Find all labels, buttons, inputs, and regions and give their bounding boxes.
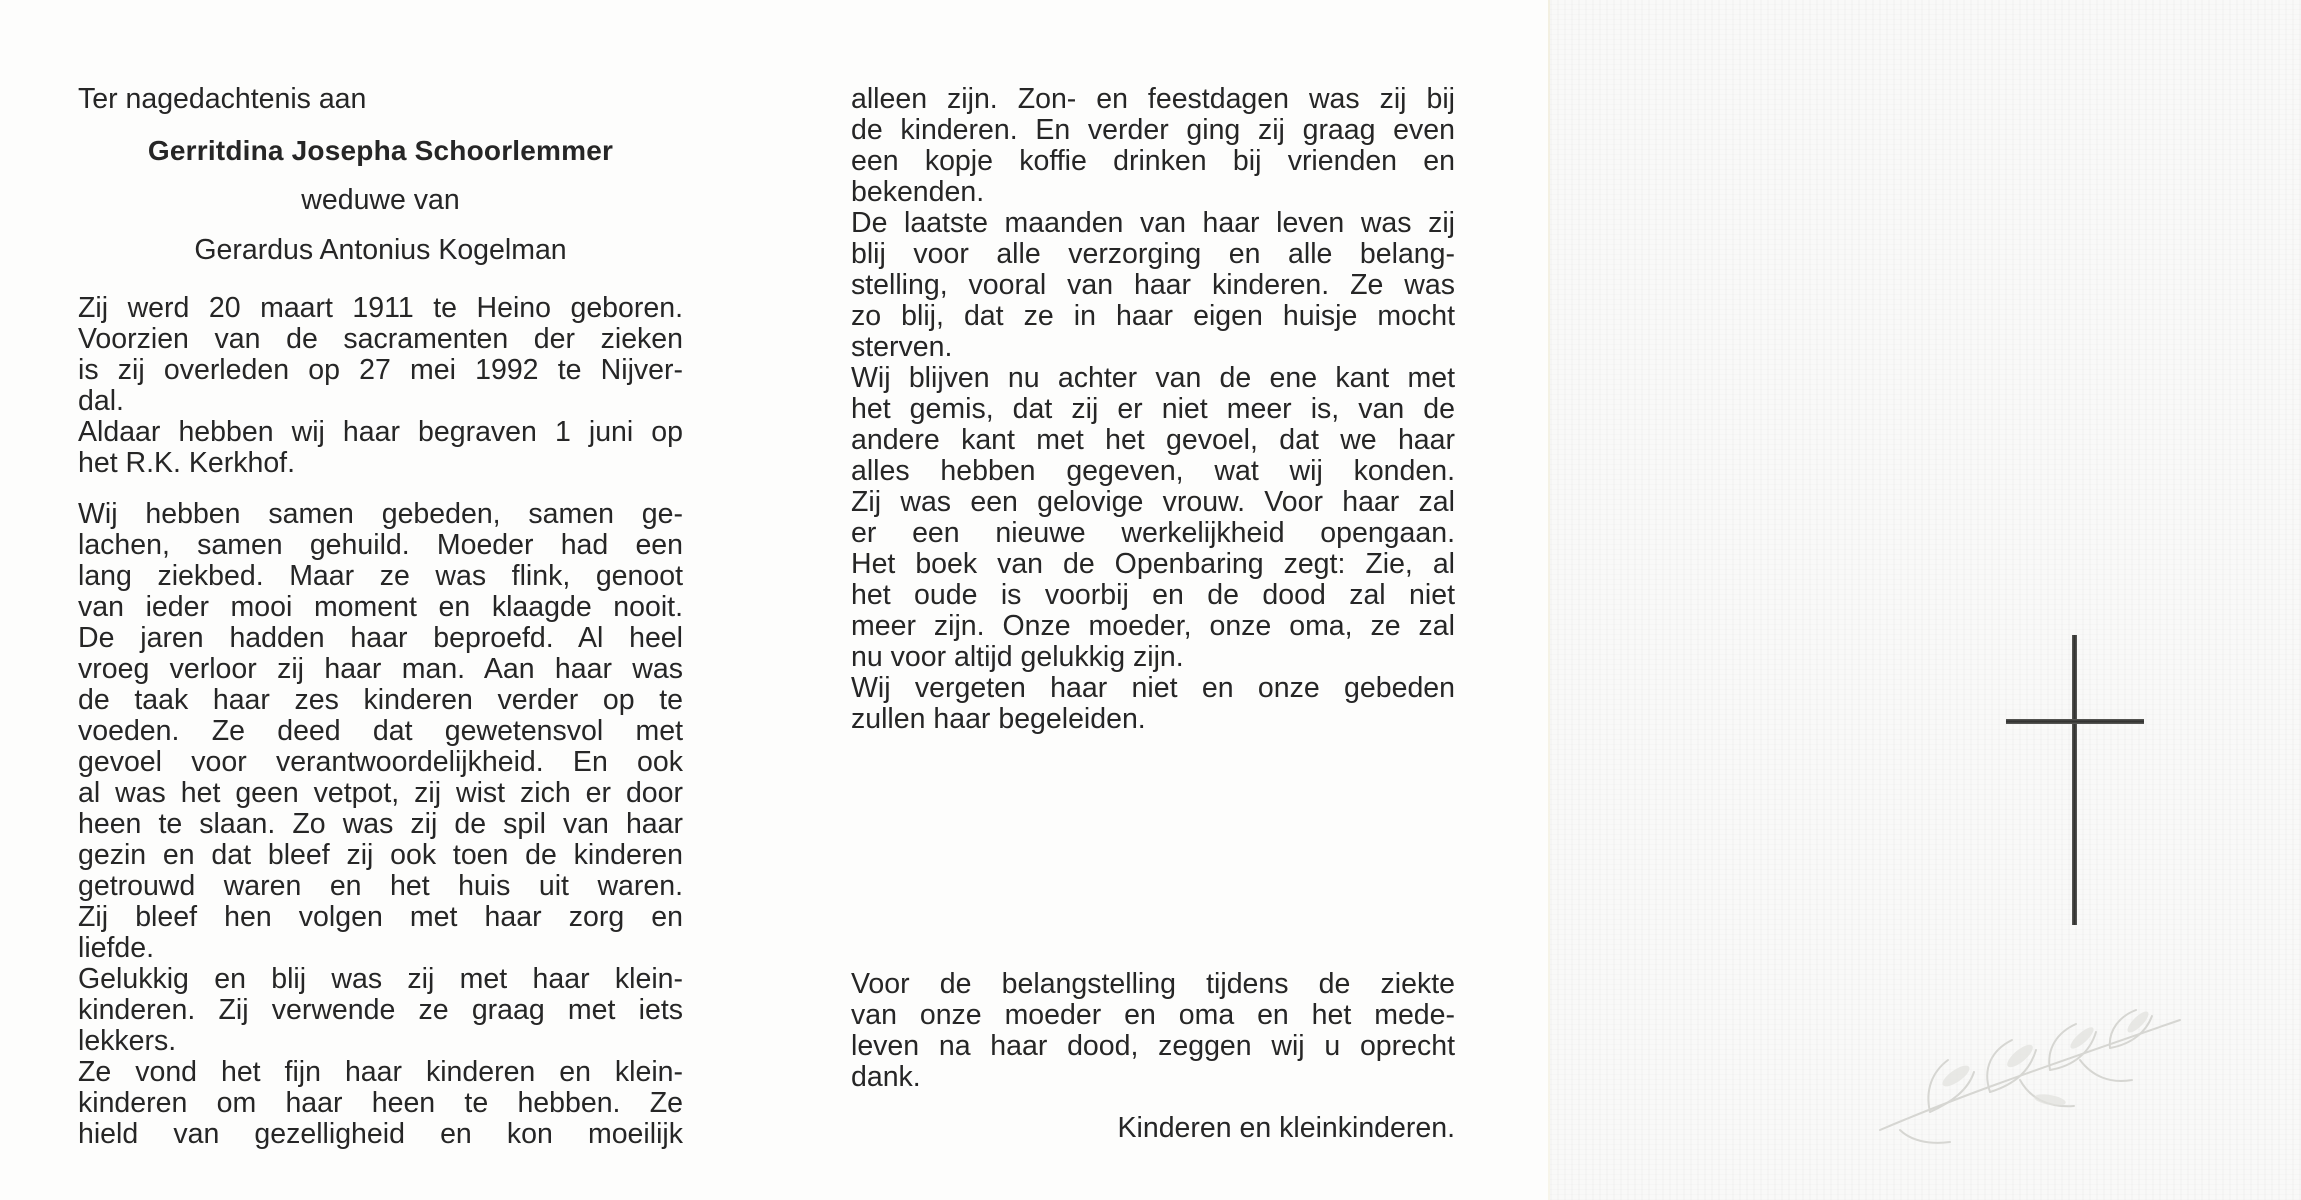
text-line: Wij hebben samen gebeden, samen ge- — [78, 498, 683, 530]
text-line: gevoel voor verantwoordelijkheid. En ook — [78, 746, 683, 778]
text-line: bekenden. — [851, 176, 985, 208]
cross-vertical-bar — [2072, 635, 2077, 925]
text-line: nu voor altijd gelukkig zijn. — [851, 641, 1184, 673]
text-line: een kopje koffie drinken bij vrienden en — [851, 145, 1455, 177]
cross-horizontal-bar — [2006, 719, 2144, 724]
text-line: Zij was een gelovige vrouw. Voor haar zal — [851, 486, 1455, 518]
text-line: is zij overleden op 27 mei 1992 te Nijver- — [78, 354, 683, 386]
text-line: voeden. Ze deed dat gewetensvol met — [78, 715, 683, 747]
text-line: zullen haar begeleiden. — [851, 703, 1146, 735]
text-line: meer zijn. Onze moeder, onze oma, ze zal — [851, 610, 1455, 642]
right-column — [851, 84, 1455, 735]
widow-of-text: weduwe van — [301, 184, 460, 216]
leaf-branch-icon — [1870, 980, 2190, 1150]
text-line: sterven. — [851, 331, 953, 363]
cross-icon — [2006, 635, 2144, 925]
text-line: heen te slaan. Zo was zij de spil van haar — [78, 808, 683, 840]
husband-name: Gerardus Antonius Kogelman — [194, 234, 567, 266]
text-line: Het boek van de Openbaring zegt: Zie, al — [851, 548, 1455, 580]
text-line: het gemis, dat zij er niet meer is, van de — [851, 393, 1455, 425]
text-line: de taak haar zes kinderen verder op te — [78, 684, 683, 716]
text-line: blij voor alle verzorging en alle belang- — [851, 238, 1455, 270]
text-line: alleen zijn. Zon- en feestdagen was zij bij — [851, 83, 1455, 115]
text-line: de kinderen. En verder ging zij graag even — [851, 114, 1455, 146]
text-line: er een nieuwe werkelijkheid opengaan. — [851, 517, 1455, 549]
text-line: andere kant met het gevoel, dat we haar — [851, 424, 1455, 456]
text-line: dal. — [78, 385, 124, 417]
text-line: liefde. — [78, 932, 155, 964]
text-line: Wij vergeten haar niet en onze gebeden — [851, 672, 1455, 704]
text-line: dank. — [851, 1061, 921, 1093]
text-line: lachen, samen gehuild. Moeder had een — [78, 529, 683, 561]
text-line: Gelukkig en blij was zij met haar klein- — [78, 963, 683, 995]
text-line: gezin en dat bleef zij ook toen de kinderen — [78, 839, 683, 871]
text-line: stelling, vooral van haar kinderen. Ze was — [851, 269, 1455, 301]
deceased-name: Gerritdina Josepha Schoorlemmer — [147, 135, 614, 166]
text-line: het oude is voorbij en de dood zal niet — [851, 579, 1455, 611]
text-line: Zij werd 20 maart 1911 te Heino geboren. — [78, 292, 683, 324]
text-line: alles hebben gegeven, wat wij konden. — [851, 455, 1455, 487]
text-line: vroeg verloor zij haar man. Aan haar was — [78, 653, 683, 685]
text-line: Wij blijven nu achter van de ene kant met — [851, 362, 1455, 394]
text-line: al was het geen vetpot, zij wist zich er door — [78, 777, 683, 809]
left-column — [78, 84, 683, 1150]
text-line: Voor de belangstelling tijdens de ziekte — [851, 968, 1455, 1000]
text-line: kinderen. Zij verwende ze graag met iets — [78, 994, 683, 1026]
text-line: Aldaar hebben wij haar begraven 1 juni op — [78, 416, 683, 448]
intro-text: Ter nagedachtenis aan — [78, 83, 367, 115]
text-line: leven na haar dood, zeggen wij u oprecht — [851, 1030, 1455, 1062]
thanks-paragraph — [851, 969, 1455, 1093]
text-line: het R.K. Kerkhof. — [78, 447, 296, 479]
text-line: lang ziekbed. Maar ze was flink, genoot — [78, 560, 683, 592]
text-line: Voorzien van de sacramenten der zieken — [78, 323, 683, 355]
text-line: De laatste maanden van haar leven was zij — [851, 207, 1455, 239]
text-line: Zij bleef hen volgen met haar zorg en — [78, 901, 683, 933]
text-line: lekkers. — [78, 1025, 177, 1057]
text-line: hield van gezelligheid en kon moeilijk — [78, 1118, 683, 1150]
remembrance-paragraph — [78, 499, 683, 1150]
text-line: getrouwd waren en het huis uit waren. — [78, 870, 683, 902]
signature: Kinderen en kleinkinderen. — [1117, 1112, 1455, 1144]
text-line: van ieder mooi moment en klaagde nooit. — [78, 591, 683, 623]
biography-paragraph — [78, 293, 683, 479]
text-line: zo blij, dat ze in haar eigen huisje mocht — [851, 300, 1455, 332]
text-line: Ze vond het fijn haar kinderen en klein- — [78, 1056, 683, 1088]
text-line: kinderen om haar heen te hebben. Ze — [78, 1087, 683, 1119]
text-line: van onze moeder en oma en het mede- — [851, 999, 1455, 1031]
text-line: De jaren hadden haar beproefd. Al heel — [78, 622, 683, 654]
